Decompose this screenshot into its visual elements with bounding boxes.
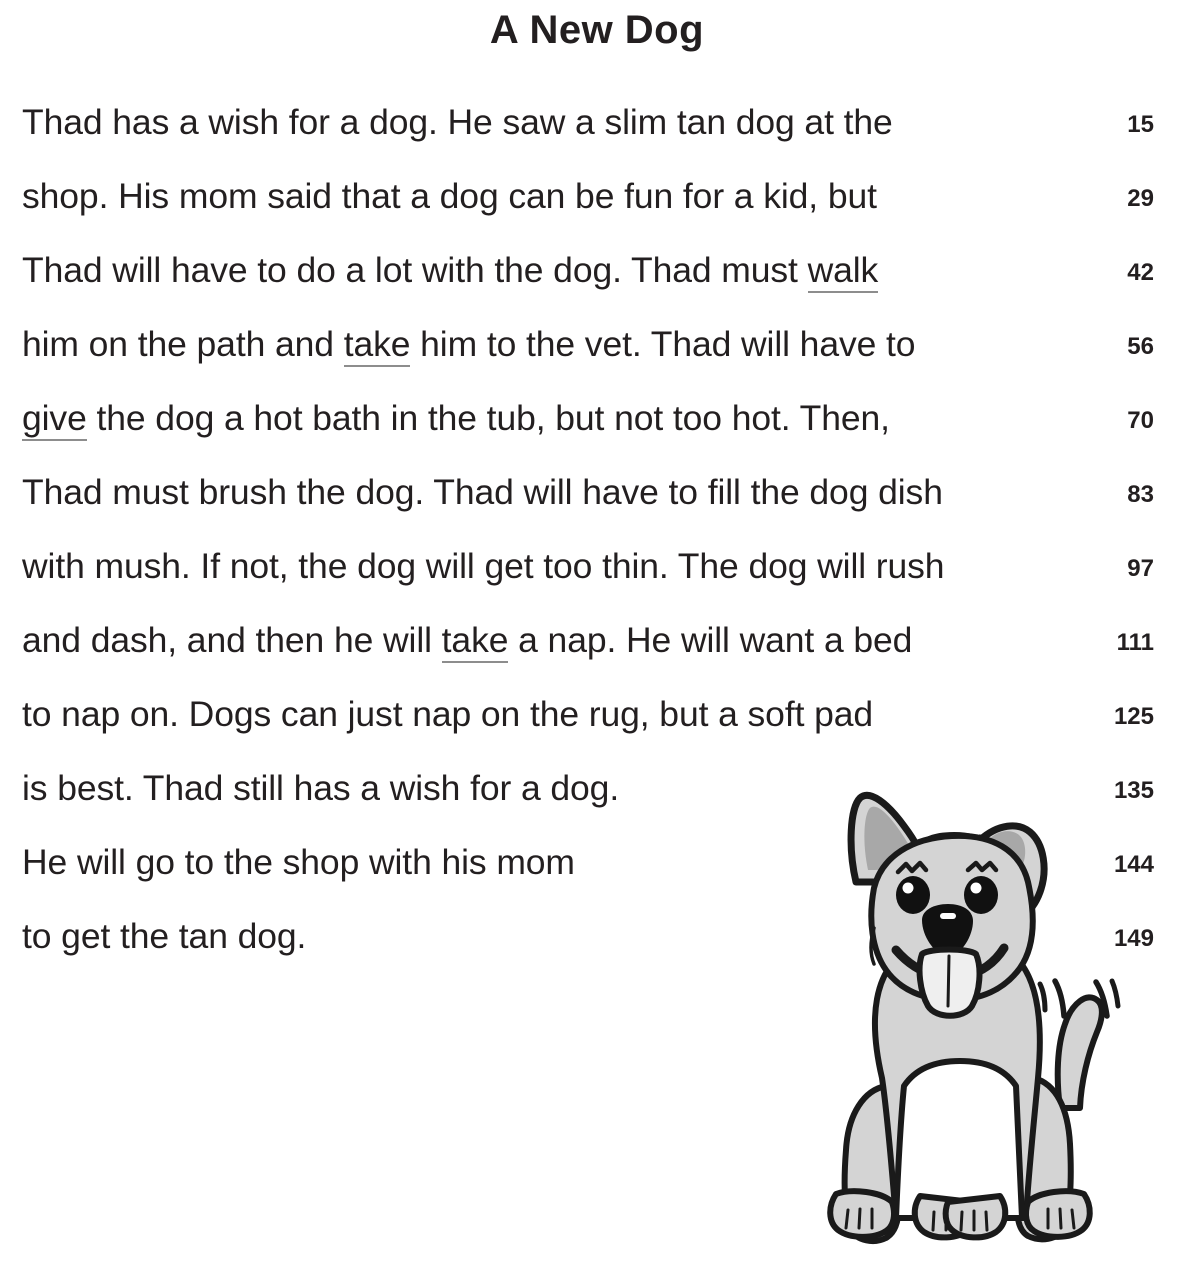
cumulative-word-count: 111 <box>1116 629 1154 656</box>
cumulative-word-count: 97 <box>1127 555 1154 582</box>
cumulative-word-count: 125 <box>1113 703 1154 730</box>
passage-line-text: shop. His mom said that a dog can be fun for a kid, but <box>22 176 877 216</box>
passage-line <box>0 544 1194 618</box>
dog-illustration <box>812 778 1162 1266</box>
underlined-word: take <box>344 324 411 367</box>
passage-line <box>0 248 1194 322</box>
dog-back-paw-right <box>946 1196 1006 1237</box>
dog-front-paw-right <box>1026 1191 1090 1237</box>
cumulative-word-count: 42 <box>1127 259 1154 286</box>
dog-tongue <box>920 950 980 1016</box>
dog-eye-left <box>896 876 930 914</box>
passage-line-text: him on the path and take him to the vet. Thad will have to <box>22 322 1100 366</box>
passage-line-text: to nap on. Dogs can just nap on the rug, but a soft pad <box>22 694 874 734</box>
underlined-word: walk <box>808 250 879 293</box>
underlined-word: take <box>442 620 509 663</box>
passage-line-text: He will go to the shop with his mom <box>22 842 575 882</box>
passage-line-text: with mush. If not, the dog will get too thin. The dog will rush <box>22 546 945 586</box>
passage-line-text: Thad must brush the dog. Thad will have to fill the dog dish <box>22 472 943 512</box>
cumulative-word-count: 70 <box>1127 407 1154 434</box>
passage-line <box>0 322 1194 396</box>
passage-line <box>0 396 1194 470</box>
passage-line-text: give the dog a hot bath in the tub, but not too hot. Then, <box>22 396 1100 440</box>
passage-line <box>0 174 1194 248</box>
dog-front-paw-left <box>830 1191 894 1237</box>
cumulative-word-count: 135 <box>1113 777 1154 804</box>
cumulative-word-count: 29 <box>1127 185 1154 212</box>
passage-line-text: to get the tan dog. <box>22 916 307 956</box>
passage-line-text: Thad will have to do a lot with the dog. Thad must walk <box>22 248 1100 292</box>
underlined-word: give <box>22 398 87 441</box>
cumulative-word-count: 149 <box>1113 925 1154 952</box>
passage-line <box>0 692 1194 766</box>
cumulative-word-count: 144 <box>1113 851 1154 878</box>
passage-line <box>0 100 1194 174</box>
cumulative-word-count: 15 <box>1127 111 1154 138</box>
passage-line-text: Thad has a wish for a dog. He saw a slim tan dog at the <box>22 102 893 142</box>
passage-line <box>0 618 1194 692</box>
cumulative-word-count: 56 <box>1127 333 1154 360</box>
passage-line-text: is best. Thad still has a wish for a dog. <box>22 768 620 808</box>
dog-eye-right <box>964 876 998 914</box>
page-title: A New Dog <box>489 8 705 52</box>
passage-line <box>0 470 1194 544</box>
cumulative-word-count: 83 <box>1127 481 1154 508</box>
passage-line-text: and dash, and then he will take a nap. He will want a bed <box>22 618 1100 662</box>
